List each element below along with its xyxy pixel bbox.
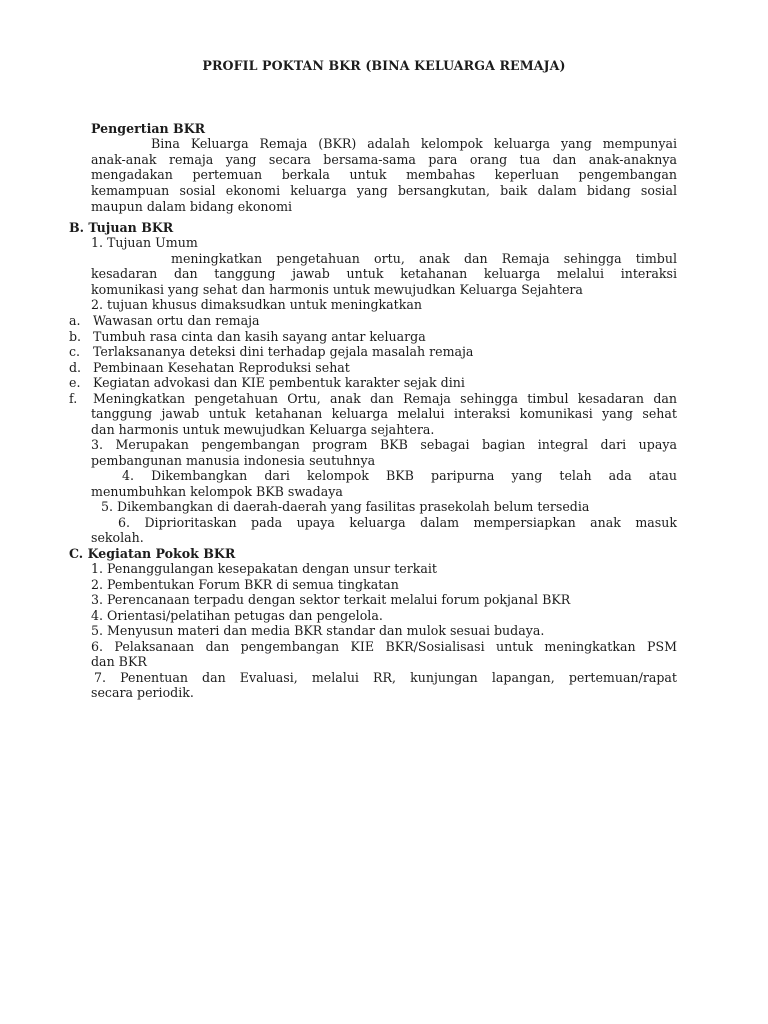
kegiatan-item-1: 1. Penanggulangan kesepakatan dengan unsur terkait xyxy=(91,561,437,576)
document-title: PROFIL POKTAN BKR (BINA KELUARGA REMAJA) xyxy=(202,58,566,73)
khusus-item-a: Wawasan ortu dan remaja xyxy=(93,313,260,328)
kegiatan-item-7-line-2: secara periodik. xyxy=(91,685,194,700)
khusus-marker-b: b. xyxy=(69,329,82,344)
khusus-item-d: Pembinaan Kesehatan Reproduksi sehat xyxy=(93,360,350,375)
kegiatan-item-6-line-1: 6. Pelaksanaan dan pengembangan KIE BKR/Sosialisasi untuk meningkatkan PSM xyxy=(91,639,677,654)
khusus-item-b: Tumbuh rasa cinta dan kasih sayang antar keluarga xyxy=(93,329,426,344)
pengertian-line-2: anak-anak remaja yang secara bersama-sama para orang tua dan anak-anaknya xyxy=(91,152,677,167)
tujuan-item-6-line-2: sekolah. xyxy=(91,530,144,545)
pengertian-heading: Pengertian BKR xyxy=(91,121,206,136)
khusus-item-e: Kegiatan advokasi dan KIE pembentuk karakter sejak dini xyxy=(93,375,465,390)
tujuan-umum-line-2: kesadaran dan tanggung jawab untuk ketahanan keluarga melalui interaksi xyxy=(91,266,677,281)
tujuan-umum-line-3: komunikasi yang sehat dan harmonis untuk mewujudkan Keluarga Sejahtera xyxy=(91,282,583,297)
kegiatan-item-7-line-1: 7. Penentuan dan Evaluasi, melalui RR, kunjungan lapangan, pertemuan/rapat xyxy=(94,670,677,685)
tujuan-item-6-line-1: 6. Diprioritaskan pada upaya keluarga dalam mempersiapkan anak masuk xyxy=(118,515,677,530)
khusus-marker-c: c. xyxy=(69,344,81,359)
kegiatan-heading: C. Kegiatan Pokok BKR xyxy=(69,546,236,561)
kegiatan-item-6-line-2: dan BKR xyxy=(91,654,147,669)
tujuan-item-3-line-1: 3. Merupakan pengembangan program BKB sebagai bagian integral dari upaya xyxy=(91,437,677,452)
pengertian-line-3: mengadakan pertemuan berkala untuk membahas keperluan pengembangan xyxy=(91,167,677,182)
khusus-marker-a: a. xyxy=(69,313,81,328)
khusus-item-f-line-2: tanggung jawab untuk ketahanan keluarga melalui interaksi komunikasi yang sehat xyxy=(91,406,677,421)
tujuan-item-5: 5. Dikembangkan di daerah-daerah yang fasilitas prasekolah belum tersedia xyxy=(101,499,590,514)
pengertian-line-5: maupun dalam bidang ekonomi xyxy=(91,199,293,214)
kegiatan-item-4: 4. Orientasi/pelatihan petugas dan pengelola. xyxy=(91,608,383,623)
pengertian-line-4: kemampuan sosial ekonomi keluarga yang bersangkutan, baik dalam bidang sosial xyxy=(91,183,677,198)
tujuan-item-4-line-1: 4. Dikembangkan dari kelompok BKB paripurna yang telah ada atau xyxy=(122,468,677,483)
kegiatan-item-2: 2. Pembentukan Forum BKR di semua tingkatan xyxy=(91,577,399,592)
kegiatan-item-3: 3. Perencanaan terpadu dengan sektor terkait melalui forum pokjanal BKR xyxy=(91,592,571,607)
pengertian-line-1: Bina Keluarga Remaja (BKR) adalah kelompok keluarga yang mempunyai xyxy=(151,136,677,151)
khusus-item-c: Terlaksananya deteksi dini terhadap gejala masalah remaja xyxy=(93,344,474,359)
khusus-item-f-line-3: dan harmonis untuk mewujudkan Keluarga sejahtera. xyxy=(91,422,435,437)
tujuan-umum-heading: 1. Tujuan Umum xyxy=(91,235,198,250)
khusus-marker-d: d. xyxy=(69,360,82,375)
tujuan-khusus-heading: 2. tujuan khusus dimaksudkan untuk meningkatkan xyxy=(91,297,422,312)
tujuan-item-3-line-2: pembangunan manusia indonesia seutuhnya xyxy=(91,453,376,468)
khusus-marker-e: e. xyxy=(69,375,81,390)
tujuan-heading: B. Tujuan BKR xyxy=(69,220,174,235)
khusus-marker-f: f. xyxy=(69,391,78,406)
tujuan-umum-line-1: meningkatkan pengetahuan ortu, anak dan Remaja sehingga timbul xyxy=(171,251,677,266)
kegiatan-item-5: 5. Menyusun materi dan media BKR standar dan mulok sesuai budaya. xyxy=(91,623,545,638)
tujuan-item-4-line-2: menumbuhkan kelompok BKB swadaya xyxy=(91,484,343,499)
khusus-item-f-line-1: Meningkatkan pengetahuan Ortu, anak dan Remaja sehingga timbul kesadaran dan xyxy=(93,391,677,406)
